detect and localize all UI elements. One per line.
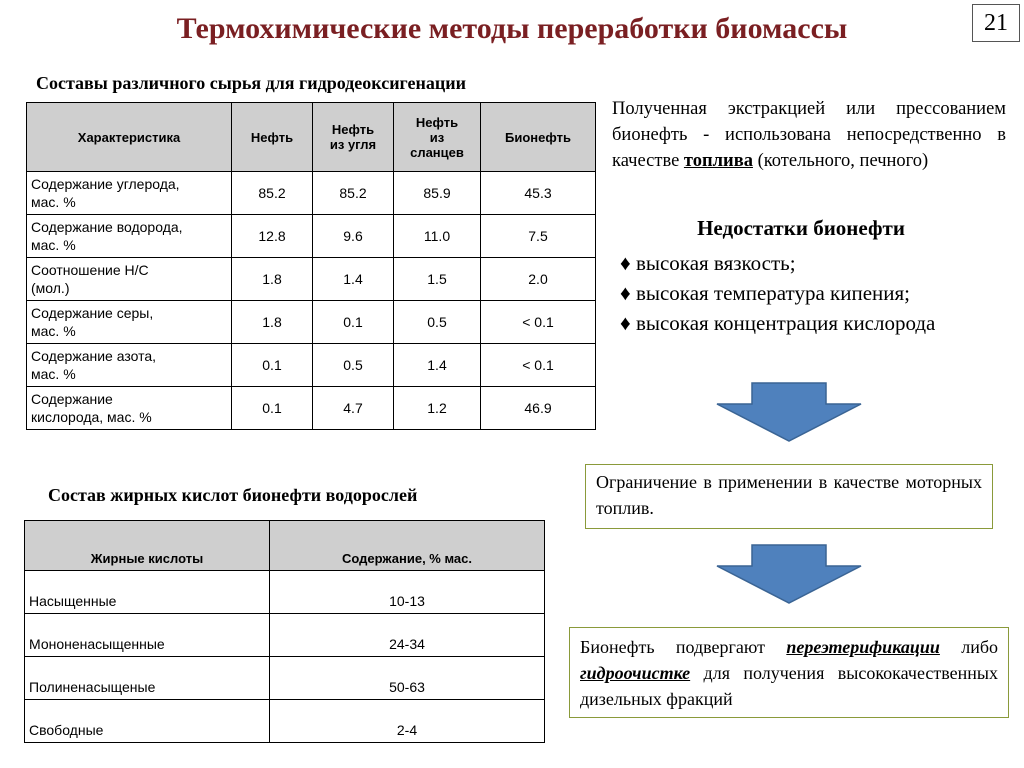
table1-row: [27, 387, 596, 430]
table1-row-label: [27, 172, 232, 215]
table1-cell: 12.8: [232, 215, 313, 258]
table1-cell: 0.5: [394, 301, 481, 344]
table2-cell: 10-13: [270, 571, 545, 614]
processing-box: [569, 627, 1009, 718]
row-label-line: мас. %: [31, 237, 76, 253]
row-label-line: (мол.): [31, 280, 70, 296]
table1-row-label: [27, 215, 232, 258]
row-label-line: мас. %: [31, 194, 76, 210]
row-label-line: кислорода, мас. %: [31, 409, 152, 425]
table1-cell: 1.4: [394, 344, 481, 387]
table1-cell: 85.2: [313, 172, 394, 215]
row-label-line: Содержание углерода,: [31, 175, 180, 192]
table2-heading: Состав жирных кислот бионефти водорослей: [48, 485, 418, 505]
table1-cell: 1.5: [394, 258, 481, 301]
table1-cell: 1.8: [232, 301, 313, 344]
table1-cell: < 0.1: [481, 301, 596, 344]
table2-row: [25, 700, 545, 743]
table1-cell: 7.5: [481, 215, 596, 258]
table1-cell: 0.1: [232, 344, 313, 387]
feedstock-composition-table: [26, 102, 596, 430]
table1-cell: 45.3: [481, 172, 596, 215]
page-number: 21: [972, 4, 1020, 42]
slide-title: Термохимические методы переработки биомассы: [176, 12, 848, 45]
table1-row-label: [27, 387, 232, 430]
table1-header-shale-oil: [394, 103, 481, 172]
disadvantage-item: ♦ высокая вязкость;: [620, 251, 796, 275]
table1-row-label: [27, 258, 232, 301]
table2-row-label: Полиненасыщеные: [25, 657, 270, 700]
limitation-box: [585, 464, 993, 529]
processing-text-1: Бионефть подвергают: [580, 637, 787, 657]
table1-cell: 0.1: [313, 301, 394, 344]
table1-cell: 2.0: [481, 258, 596, 301]
down-arrow-icon: [716, 382, 862, 442]
table1-header-row: [27, 103, 596, 172]
fatty-acid-table: [24, 520, 545, 743]
disadvantage-item: ♦ высокая концентрация кислорода: [620, 311, 936, 335]
header-line: из: [429, 129, 445, 145]
disadvantages-title: Недостатки бионефти: [697, 216, 905, 240]
processing-text-2: либо: [939, 637, 999, 657]
table2-cell: 50-63: [270, 657, 545, 700]
processing-text-3: для получения высококачественных дизельных фракций: [580, 663, 998, 709]
row-label-line: Содержание азота,: [31, 347, 157, 364]
table1-cell: 1.4: [313, 258, 394, 301]
intro-text-before: Полученная экстракцией или прессованием бионефть - использована непосредственно в качестве: [612, 99, 1006, 171]
limitation-text: Ограничение в применении в качестве моторных топлив.: [596, 472, 982, 518]
intro-text-after: (котельного, печного): [752, 151, 929, 171]
header-line: сланцев: [410, 144, 464, 160]
row-label-line: Содержание водорода,: [31, 218, 183, 235]
row-label-line: Соотношение Н/С: [31, 261, 149, 278]
row-label-line: мас. %: [31, 323, 76, 339]
processing-emphasis-2: гидроочистке: [580, 663, 691, 683]
table1-header-bio-oil: Бионефть: [481, 103, 596, 172]
table2-header-acids: Жирные кислоты: [25, 521, 270, 571]
table1-cell: 0.5: [313, 344, 394, 387]
table2-row: [25, 614, 545, 657]
table1-cell: 85.9: [394, 172, 481, 215]
table2-cell: 24-34: [270, 614, 545, 657]
table1-cell: 1.8: [232, 258, 313, 301]
table1-cell: 1.2: [394, 387, 481, 430]
table2-row-label: Насыщенные: [25, 571, 270, 614]
table1-row: [27, 258, 596, 301]
table1-row: [27, 172, 596, 215]
disadvantage-item: ♦ высокая температура кипения;: [620, 281, 910, 305]
table2-row: [25, 571, 545, 614]
row-label-line: Содержание серы,: [31, 304, 154, 321]
table1-header-oil: Нефть: [232, 103, 313, 172]
table1-row: [27, 301, 596, 344]
table2-row-label: Мононенасыщенные: [25, 614, 270, 657]
table2-header-content: Содержание, % мас.: [270, 521, 545, 571]
table1-cell: 0.1: [232, 387, 313, 430]
header-line: из угля: [329, 137, 377, 152]
table1-header-characteristic: Характеристика: [27, 103, 232, 172]
processing-emphasis-1: переэтерификации: [786, 637, 940, 657]
table1-row-label: [27, 344, 232, 387]
row-label-line: мас. %: [31, 366, 76, 382]
table1-header-coal-oil: [313, 103, 394, 172]
table2-header-row: [25, 521, 545, 571]
table1-row-label: [27, 301, 232, 344]
table2-cell: 2-4: [270, 700, 545, 743]
disadvantages-list: [620, 248, 1000, 338]
down-arrow-icon: [716, 544, 862, 604]
row-label-line: Содержание: [31, 390, 113, 407]
table1-row: [27, 344, 596, 387]
table1-cell: 11.0: [394, 215, 481, 258]
table1-row: [27, 215, 596, 258]
intro-emphasis: топлива: [683, 151, 753, 171]
table1-cell: < 0.1: [481, 344, 596, 387]
table1-cell: 46.9: [481, 387, 596, 430]
table1-cell: 85.2: [232, 172, 313, 215]
header-line: Нефть: [415, 114, 459, 130]
header-line: Нефть: [331, 122, 375, 137]
table2-row: [25, 657, 545, 700]
table2-row-label: Свободные: [25, 700, 270, 743]
table1-cell: 9.6: [313, 215, 394, 258]
table1-heading: Составы различного сырья для гидродеоксигенации: [36, 73, 466, 93]
table1-cell: 4.7: [313, 387, 394, 430]
intro-paragraph: [612, 96, 1006, 174]
